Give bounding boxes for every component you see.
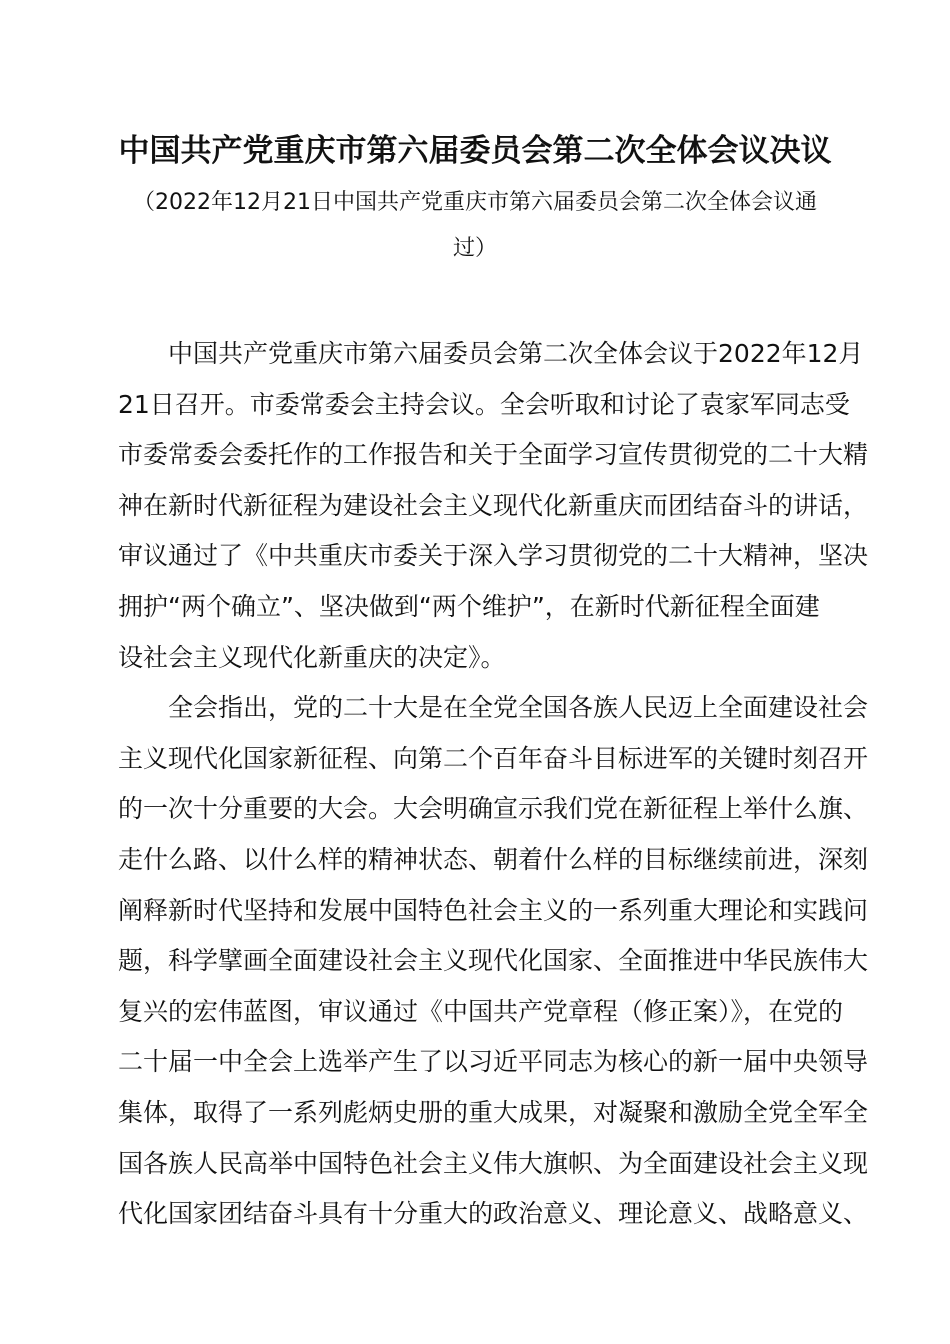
paragraph-line: 神在新时代新征程为建设社会主义现代化新重庆而团结奋斗的讲话，	[118, 490, 869, 520]
paragraph-line: 复兴的宏伟蓝图，审议通过《中国共产党章程（修正案）》，在党的	[118, 996, 844, 1026]
subtitle-line: 过）	[452, 236, 497, 261]
paragraph-line: 市委常委会委托作的工作报告和关于全面学习宣传贯彻党的二十大精	[118, 440, 869, 470]
document-subtitle	[120, 180, 830, 272]
paragraph-line: 21日召开。市委常委会主持会议。全会听取和讨论了袁家军同志受	[118, 389, 850, 419]
paragraph-line: 国各族人民高举中国特色社会主义伟大旗帜、为全面建设社会主义现	[118, 1148, 869, 1178]
paragraph-line: 走什么路、以什么样的精神状态、朝着什么样的目标继续前进，深刻	[118, 844, 869, 874]
paragraph-2	[118, 683, 869, 1240]
paragraph-line: 题，科学擘画全面建设社会主义现代化国家、全面推进中华民族伟大	[118, 946, 869, 976]
subtitle-line: （2022年12月21日中国共产党重庆市第六届委员会第二次全体会议通	[133, 190, 817, 215]
paragraph-line: 的一次十分重要的大会。大会明确宣示我们党在新征程上举什么旗、	[118, 794, 869, 824]
paragraph-line: 设社会主义现代化新重庆的决定》。	[118, 642, 506, 672]
document-title: 中国共产党重庆市第六届委员会第二次全体会议决议	[118, 133, 832, 169]
paragraph-line: 集体，取得了一系列彪炳史册的重大成果，对凝聚和激励全党全军全	[118, 1097, 869, 1127]
paragraph-line: 中国共产党重庆市第六届委员会第二次全体会议于2022年12月	[168, 339, 864, 368]
document-body	[118, 329, 869, 1240]
paragraph-line: 代化国家团结奋斗具有十分重大的政治意义、理论意义、战略意义、	[118, 1199, 869, 1229]
paragraph-line: 审议通过了《中共重庆市委关于深入学习贯彻党的二十大精神，坚决	[118, 541, 869, 571]
paragraph-line: 全会指出，党的二十大是在全党全国各族人民迈上全面建设社会	[168, 693, 869, 723]
paragraph-line: 拥护“两个确立”、坚决做到“两个维护”，在新时代新征程全面建	[118, 591, 820, 621]
paragraph-line: 二十届一中全会上选举产生了以习近平同志为核心的新一届中央领导	[118, 1047, 869, 1077]
paragraph-line: 主义现代化国家新征程、向第二个百年奋斗目标进军的关键时刻召开	[118, 743, 869, 773]
paragraph-line: 阐释新时代坚持和发展中国特色社会主义的一系列重大理论和实践问	[118, 895, 869, 925]
paragraph-1	[118, 329, 869, 683]
